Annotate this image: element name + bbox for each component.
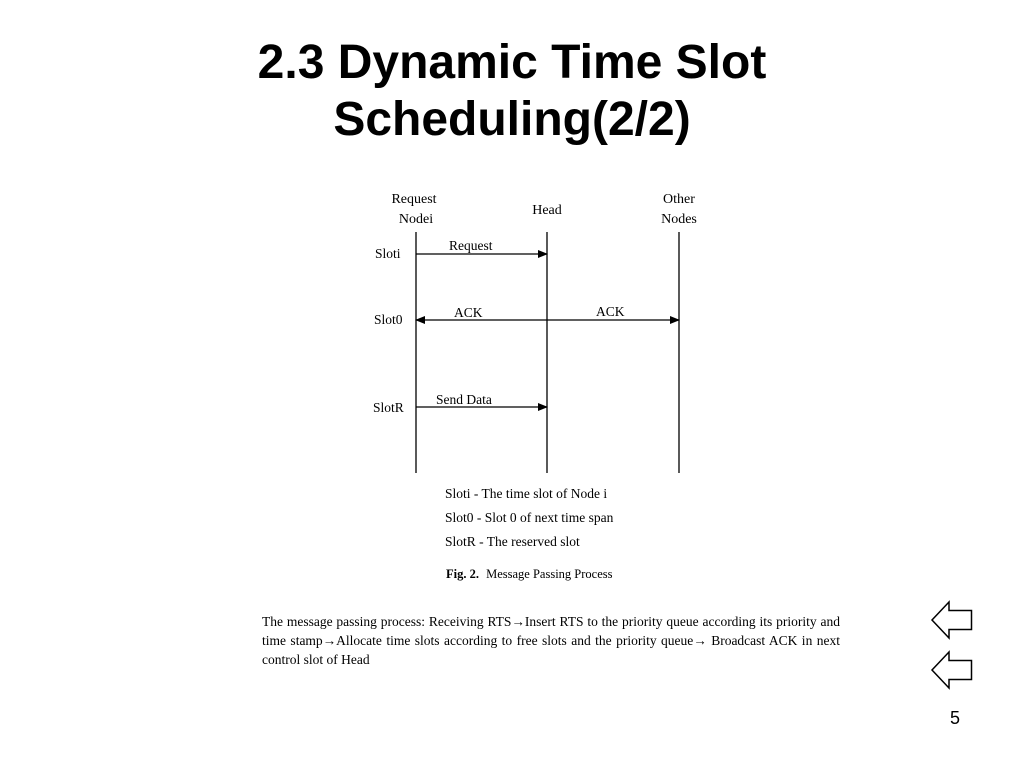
legend-item-slot-r: SlotR - The reserved slot xyxy=(445,534,580,549)
process-description: The message passing process: Receiving RTS→Insert RTS to the priority queue according its priority and time stamp→Allocate time slots according to free slots and the priority queue→ Broadcast ACK in next control slot of Head xyxy=(262,614,840,667)
arrow-left-icon xyxy=(930,650,974,690)
figure-caption-label: Fig. 2. xyxy=(446,567,479,581)
arrow-left-icon xyxy=(930,600,974,640)
message-send-data-label: Send Data xyxy=(436,392,492,407)
slide-title-line-1: 2.3 Dynamic Time Slot xyxy=(257,36,767,89)
nav-previous-button[interactable] xyxy=(930,650,974,690)
participant-request-node-line-2: Nodei xyxy=(398,212,434,227)
participant-other-nodes-line-2: Nodes xyxy=(661,212,697,227)
participant-head: Head xyxy=(532,203,562,218)
slide-title-line-2: Scheduling(2/2) xyxy=(333,93,691,146)
figure-caption xyxy=(446,567,613,581)
message-ack-left-label: ACK xyxy=(454,305,483,320)
nav-back-button[interactable] xyxy=(930,600,974,640)
participant-request-node-line-1: Request xyxy=(391,192,437,207)
figure-caption-text: Message Passing Process xyxy=(486,567,613,581)
slot-label-i: Sloti xyxy=(375,246,401,261)
legend-item-slot-i: Sloti - The time slot of Node i xyxy=(445,486,608,501)
page-number: 5 xyxy=(950,708,961,728)
message-request-label: Request xyxy=(449,238,493,253)
legend-item-slot-0: Slot0 - Slot 0 of next time span xyxy=(445,510,614,525)
message-ack-right-label: ACK xyxy=(596,304,625,319)
slot-label-r: SlotR xyxy=(373,400,404,415)
slot-label-0: Slot0 xyxy=(374,312,403,327)
participant-other-nodes-line-1: Other xyxy=(663,192,695,207)
